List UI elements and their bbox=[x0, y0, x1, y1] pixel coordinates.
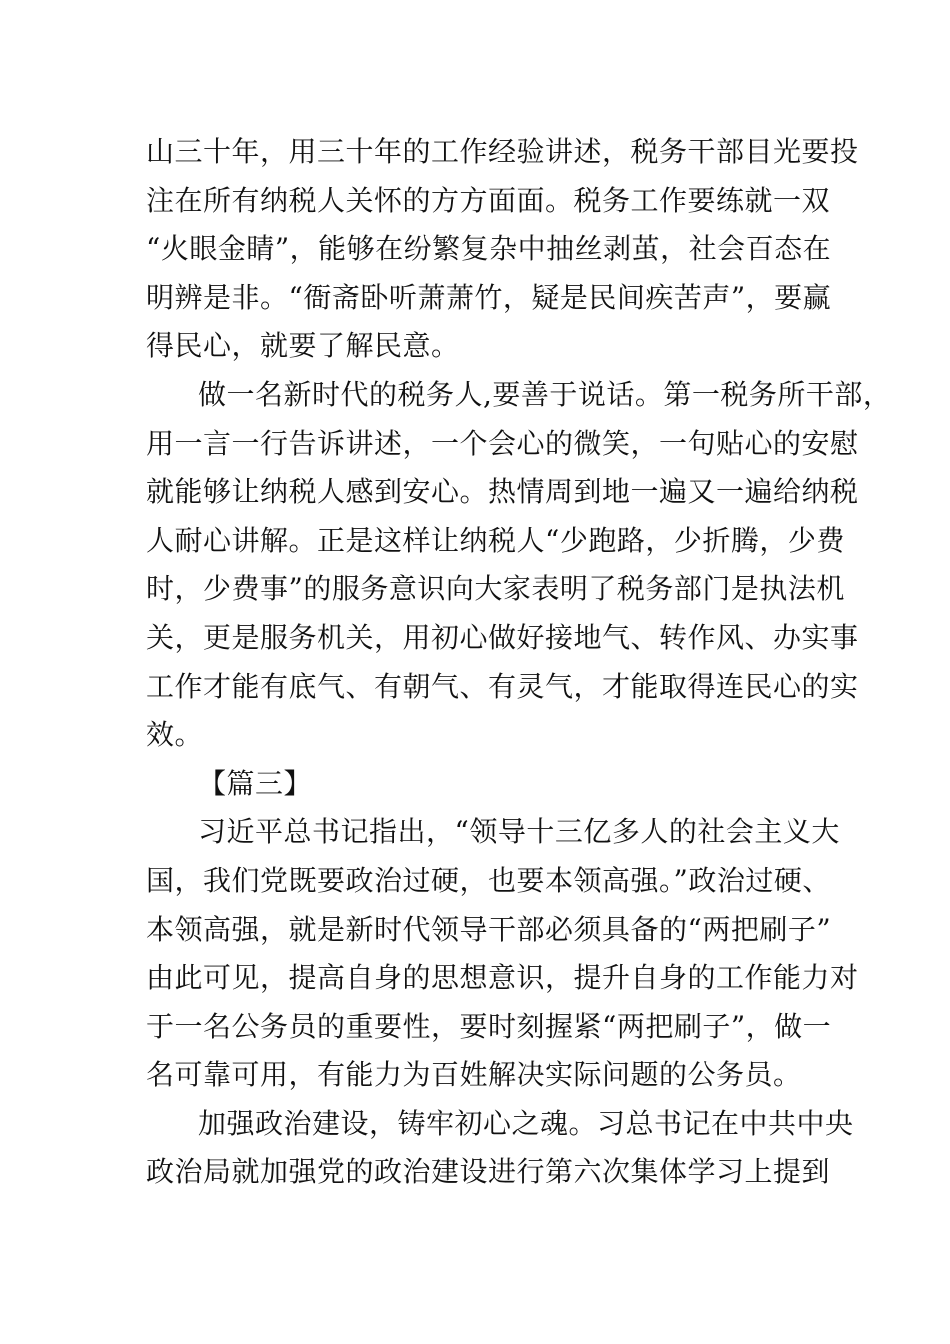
text-line: 关，更是服务机关，用初心做好接地气、转作风、办实事 bbox=[146, 620, 859, 654]
text-line: 做一名新时代的税务人,要善于说话。第一税务所干部， bbox=[198, 377, 892, 411]
text-line: 本领高强，就是新时代领导干部必须具备的“两把刷子” bbox=[146, 912, 832, 946]
paragraph-4 bbox=[146, 1100, 854, 1197]
text-line: 山三十年，用三十年的工作经验讲述，税务干部目光要投 bbox=[146, 135, 859, 168]
text-line: “火眼金睛”，能够在纷繁复杂中抽丝剥茧，社会百态在 bbox=[146, 232, 832, 266]
text-line: 就能够让纳税人感到安心。热情周到地一遍又一遍给纳税 bbox=[146, 475, 859, 509]
text-line: 效。 bbox=[146, 718, 204, 752]
text-line: 加强政治建设，铸牢初心之魂。习总书记在中共中央 bbox=[198, 1106, 854, 1140]
text-line: 注在所有纳税人关怀的方方面面。税务工作要练就一双 bbox=[146, 183, 831, 217]
document-body bbox=[146, 128, 892, 1197]
text-line: 工作才能有底气、有朝气、有灵气，才能取得连民心的实 bbox=[146, 669, 859, 703]
paragraph-3 bbox=[146, 808, 859, 1100]
paragraph-2 bbox=[146, 371, 892, 760]
text-line: 明辨是非。“衙斋卧听萧萧竹，疑是民间疾苦声”，要赢 bbox=[146, 280, 832, 314]
text-line: 用一言一行告诉讲述，一个会心的微笑，一句贴心的安慰 bbox=[146, 426, 859, 460]
section-heading bbox=[146, 760, 826, 809]
text-line: 国，我们党既要政治过硬，也要本领高强。”政治过硬、 bbox=[146, 863, 831, 897]
text-line: 时，少费事”的服务意识向大家表明了税务部门是执法机 bbox=[146, 572, 845, 606]
text-line: 由此可见，提高自身的思想意识，提升自身的工作能力对 bbox=[146, 961, 859, 995]
text-line: 于一名公务员的重要性，要时刻握紧“两把刷子”，做一 bbox=[146, 1009, 832, 1043]
text-line: 政治局就加强党的政治建设进行第六次集体学习上提到 bbox=[146, 1155, 831, 1189]
paragraph-1 bbox=[146, 128, 859, 371]
text-line: 名可靠可用，有能力为百姓解决实际问题的公务员。 bbox=[146, 1058, 802, 1092]
text-line: 得民心，就要了解民意。 bbox=[146, 329, 460, 363]
text-line: 人耐心讲解。正是这样让纳税人“少跑路，少折腾，少费 bbox=[146, 523, 845, 557]
section-heading-text: 【篇三】 bbox=[198, 766, 313, 800]
text-line: 习近平总书记指出，“领导十三亿多人的社会主义大 bbox=[198, 815, 840, 849]
